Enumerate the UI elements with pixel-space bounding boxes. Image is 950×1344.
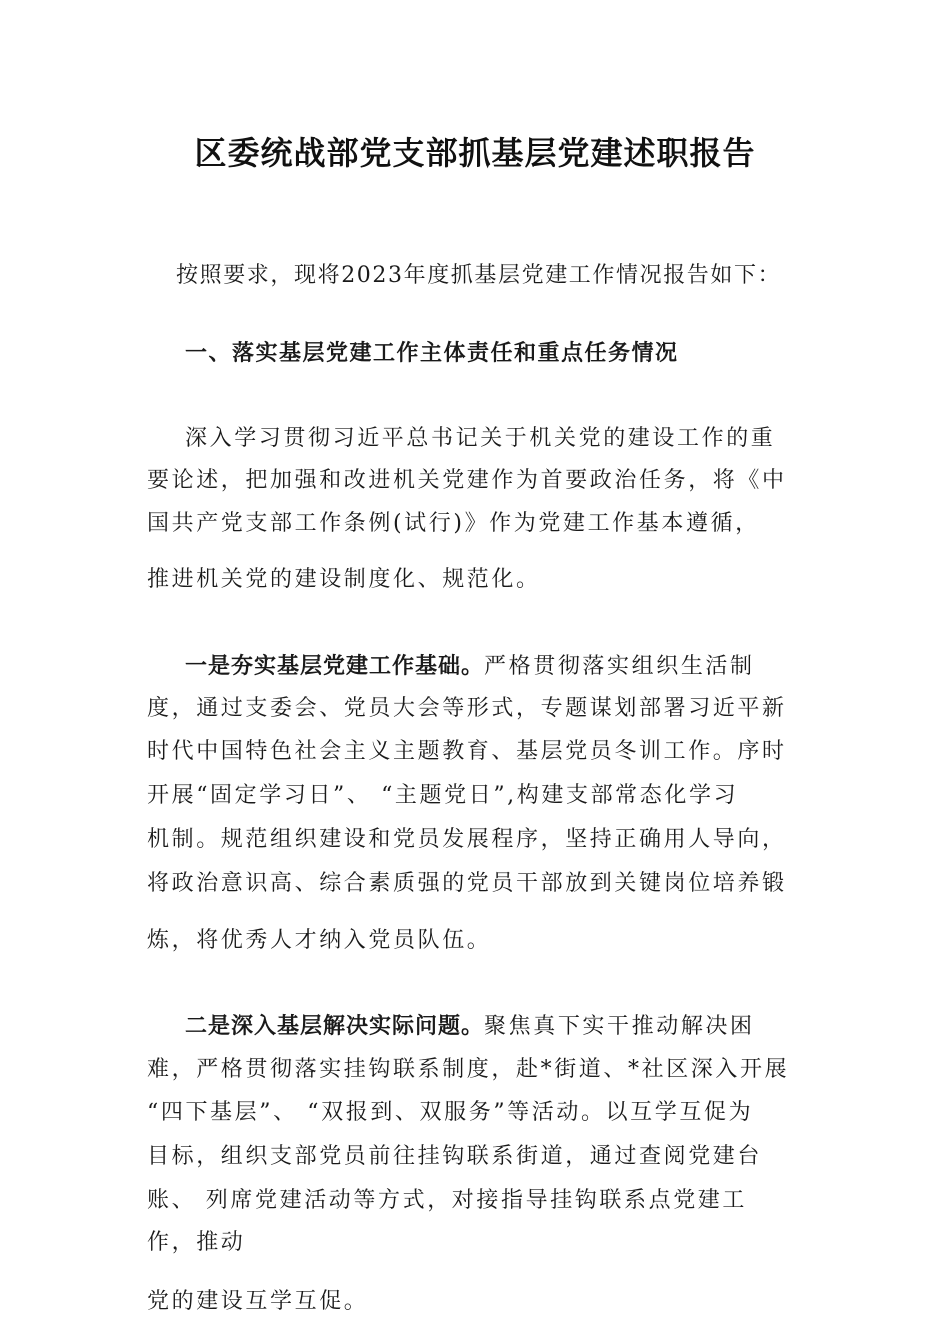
paragraph-lead: 一是夯实基层党建工作基础。 [185,654,485,679]
paragraph-line [185,1011,825,1043]
paragraph-line: 机制。规范组织建设和党员发展程序，坚持正确用人导向， [147,827,787,852]
paragraph-line: 炼，将优秀人才纳入党员队伍。 [147,928,492,953]
paragraph-line: 开展“固定学习日”、 “主题党日”,构建支部常态化学习 [147,783,739,808]
paragraph-line: 度，通过支委会、党员大会等形式，专题谋划部署习近平新 [147,696,787,721]
paragraph-line: 推进机关党的建设制度化、规范化。 [147,567,541,592]
document-title: 区委统战部党支部抓基层党建述职报告 [194,134,756,172]
paragraph-line: 国共产党支部工作条例(试行)》作为党建工作基本遵循， [147,511,760,536]
paragraph-line: 难，严格贯彻落实挂钩联系制度，赴*街道、*社区深入开展 [147,1057,790,1082]
paragraph-line: 账、 列席党建活动等方式，对接指导挂钩联系点党建工 [147,1188,747,1213]
section-heading-1: 一、落实基层党建工作主体责任和重点任务情况 [185,341,679,366]
paragraph-line: 要论述，把加强和改进机关党建作为首要政治任务，将《中 [147,468,787,493]
paragraph-text: 聚焦真下实干推动解决困 [484,1014,755,1039]
paragraph-line: 目标，组织支部党员前往挂钩联系街道，通过查阅党建台 [147,1144,763,1169]
paragraph-line: 作，推动 [147,1230,246,1255]
intro-paragraph: 按照要求，现将2023年度抓基层党建工作情况报告如下： [176,263,782,288]
paragraph-line [185,651,825,683]
paragraph-line: 将政治意识高、综合素质强的党员干部放到关键岗位培养锻 [147,871,787,896]
paragraph-text: 严格贯彻落实组织生活制 [484,654,755,679]
paragraph-line: 深入学习贯彻习近平总书记关于机关党的建设工作的重 [185,426,776,451]
paragraph-line: “四下基层”、 “双报到、双服务”等活动。以互学互促为 [147,1100,754,1125]
paragraph-line: 党的建设互学互促。 [147,1289,369,1314]
paragraph-line: 时代中国特色社会主义主题教育、基层党员冬训工作。序时 [147,739,787,764]
paragraph-lead: 二是深入基层解决实际问题。 [185,1014,485,1039]
